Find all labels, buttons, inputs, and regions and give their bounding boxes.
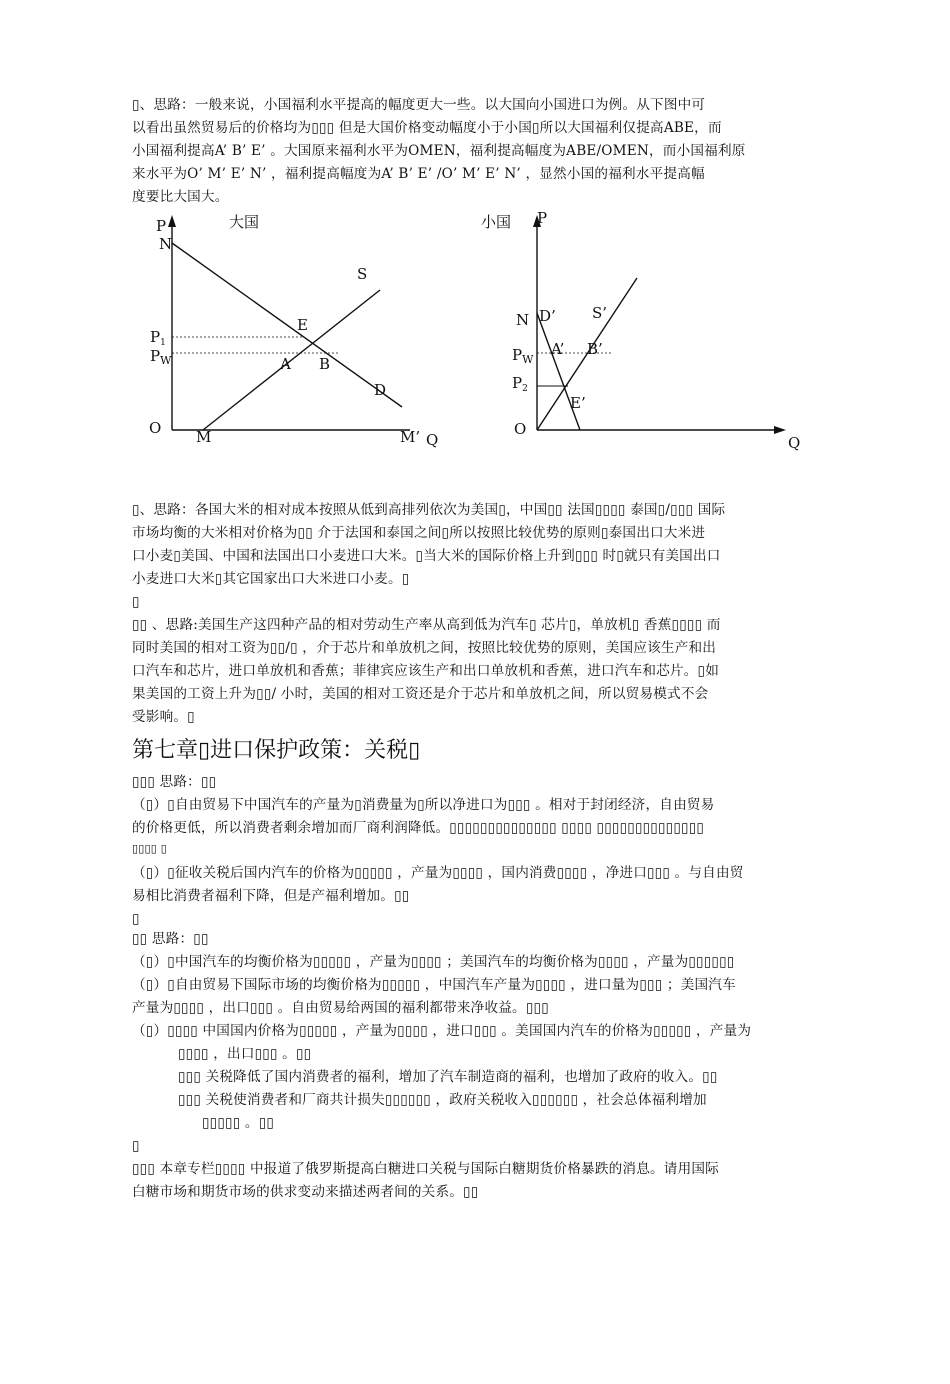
q3-line: ▯▯▯ 本章专栏▯▯▯▯ 中报道了俄罗斯提高白糖进口关税与国际白糖期货价格暴跌的消息。请用国际 (132, 1161, 719, 1177)
paragraph-2-line: ▯、思路：各国大米的相对成本按照从低到高排列依次为美国▯，中国▯▯ 法国▯▯▯▯ 泰国▯/▯▯▯ 国际 (132, 502, 726, 518)
small-label-Dprime: D’ (539, 307, 556, 325)
paragraph-1-line: 来水平为O’ M’ E’ N’ ，福利提高幅度为A’ B’ E’ /O’ M’ E’ N’ ，显然小国的福利水平提高幅 (132, 166, 705, 182)
welfare-diagrams (0, 205, 950, 495)
big-label-M: M (196, 428, 212, 446)
q2-a-line: （▯）▯中国汽车的均衡价格为▯▯▯▯▯ ，产量为▯▯▯▯ ；美国汽车的均衡价格为▯▯▯▯ ，产量为▯▯▯▯▯▯ (132, 954, 735, 970)
big-demand-curve (172, 243, 402, 407)
big-label-P: P (156, 217, 167, 235)
big-label-E: E (297, 316, 308, 334)
paragraph-3-line: 同时美国的相对工资为▯▯/▯ ，介于芯片和单放机之间，按照比较优势的原则，美国应该生产和出 (132, 640, 717, 656)
q2-c-line: ▯▯▯▯ ，出口▯▯▯ 。▯▯ (178, 1046, 312, 1062)
big-label-B: B (319, 355, 331, 373)
big-label-A: A (280, 355, 291, 373)
paragraph-1-line: 小国福利提高A’ B’ E’ 。大国原来福利水平为OMEN，福利提高幅度为ABE/OMEN，而小国福利原 (132, 143, 746, 159)
big-y-arrow (168, 215, 176, 227)
q1-b-line: （▯）▯征收关税后国内汽车的价格为▯▯▯▯▯ ，产量为▯▯▯▯ ，国内消费▯▯▯▯ ，净进口▯▯▯ 。与自由贸 (132, 865, 744, 881)
small-demand-curve (537, 313, 580, 430)
small-label-O: O (514, 420, 527, 438)
small-label-P2: $P_2$ (512, 374, 528, 394)
big-supply-curve (203, 290, 380, 430)
q1-b-line: 易相比消费者福利下降，但是产福利增加。▯▯ (132, 888, 410, 904)
q3-line: 白糖市场和期货市场的供求变动来描述两者间的关系。▯▯ (132, 1184, 479, 1200)
big-label-PW: $P_W$ (150, 347, 172, 367)
small-label-N: N (516, 311, 530, 329)
small-label-Bprime: B’ (587, 340, 603, 358)
small-label-Q: Q (788, 434, 801, 452)
big-label-D: D (374, 381, 387, 399)
small-label-Sprime: S’ (592, 304, 608, 322)
small-label-P: P (537, 209, 548, 227)
big-label-Q: Q (426, 431, 439, 449)
q2-c-line: （▯）▯▯▯▯ 中国国内价格为▯▯▯▯▯ ，产量为▯▯▯▯ ，进口▯▯▯ 。美国国内汽车的价格为▯▯▯▯▯ ，产量为 (132, 1023, 752, 1039)
paragraph-2-line: 市场均衡的大米相对价格为▯▯ 介于法国和泰国之间▯所以按照比较优势的原则▯泰国出口大米进 (132, 525, 706, 541)
blank-line: ▯ (132, 1138, 140, 1154)
q1-label: ▯▯▯ 思路：▯▯ (132, 774, 217, 790)
paragraph-2-line: 口小麦▯美国、中国和法国出口小麦进口大米。▯当大米的国际价格上升到▯▯▯ 时▯就只有美国出口 (132, 548, 721, 564)
paragraph-2-line: 小麦进口大米▯其它国家出口大米进口小麦。▯ (132, 571, 410, 587)
paragraph-1-line: ▯、思路：一般来说，小国福利水平提高的幅度更大一些。以大国向小国进口为例。从下图中可 (132, 97, 706, 113)
q2-e-line: ▯▯▯▯▯ 。▯▯ (202, 1115, 275, 1131)
big-title: 大国 (229, 213, 260, 231)
q1-a-line: （▯）▯自由贸易下中国汽车的产量为▯消费量为▯所以净进口为▯▯▯ 。相对于封闭经济，自由贸易 (132, 797, 715, 813)
big-label-O: O (149, 419, 162, 437)
blank-line: ▯ (132, 594, 140, 610)
big-label-P1: $P_1$ (150, 328, 166, 348)
small-x-arrow (774, 426, 786, 434)
q2-e-line: ▯▯▯ 关税使消费者和厂商共计损失▯▯▯▯▯▯ ，政府关税收入▯▯▯▯▯▯ ，社会总体福利增加 (178, 1092, 707, 1108)
q1-a-line: 的价格更低，所以消费者剩余增加而厂商利润降低。▯▯▯▯▯▯▯▯▯▯▯▯▯▯ ▯▯▯▯ ▯▯▯▯▯▯▯▯▯▯▯▯▯▯ (132, 820, 705, 836)
q2-b-line: 产量为▯▯▯▯ ，出口▯▯▯ 。自由贸易给两国的福利都带来净收益。▯▯▯ (132, 1000, 549, 1016)
small-title: 小国 (481, 213, 512, 231)
q2-b-line: （▯）▯自由贸易下国际市场的均衡价格为▯▯▯▯▯ ，中国汽车产量为▯▯▯▯ ，进口量为▯▯▯ ；美国汽车 (132, 977, 736, 993)
blank-line: ▯ (132, 911, 140, 927)
small-label-PW: $P_W$ (512, 346, 534, 366)
paragraph-1-line: 度要比大国大。 (132, 189, 229, 205)
paragraph-1-line: 以看出虽然贸易后的价格均为▯▯▯ 但是大国价格变动幅度小于小国▯所以大国福利仅提高ABE，而 (132, 120, 722, 136)
q1-a-line: ▯▯▯▯ ▯ (132, 842, 167, 855)
paragraph-3-line: 受影响。▯ (132, 709, 195, 725)
q2-d-line: ▯▯▯ 关税降低了国内消费者的福利，增加了汽车制造商的福利，也增加了政府的收入。▯▯ (178, 1069, 718, 1085)
q2-label: ▯▯ 思路：▯▯ (132, 931, 209, 947)
big-label-N: N (159, 235, 173, 253)
paragraph-3-line: 口汽车和芯片，进口单放机和香蕉；菲律宾应该生产和出口单放机和香蕉，进口汽车和芯片。▯如 (132, 663, 720, 679)
big-label-Mprime: M’ (400, 428, 421, 446)
paragraph-3-line: 果美国的工资上升为▯▯/ 小时，美国的相对工资还是介于芯片和单放机之间，所以贸易模式不会 (132, 686, 709, 702)
big-label-S: S (357, 265, 368, 283)
small-label-Eprime: E’ (570, 394, 586, 412)
small-label-Aprime: A’ (551, 340, 565, 358)
chapter-heading: 第七章▯进口保护政策：关税▯ (132, 738, 421, 763)
paragraph-3-line: ▯▯ 、思路:美国生产这四种产品的相对劳动生产率从高到低为汽车▯ 芯片▯，单放机▯ 香蕉▯▯▯▯ 而 (132, 617, 721, 633)
